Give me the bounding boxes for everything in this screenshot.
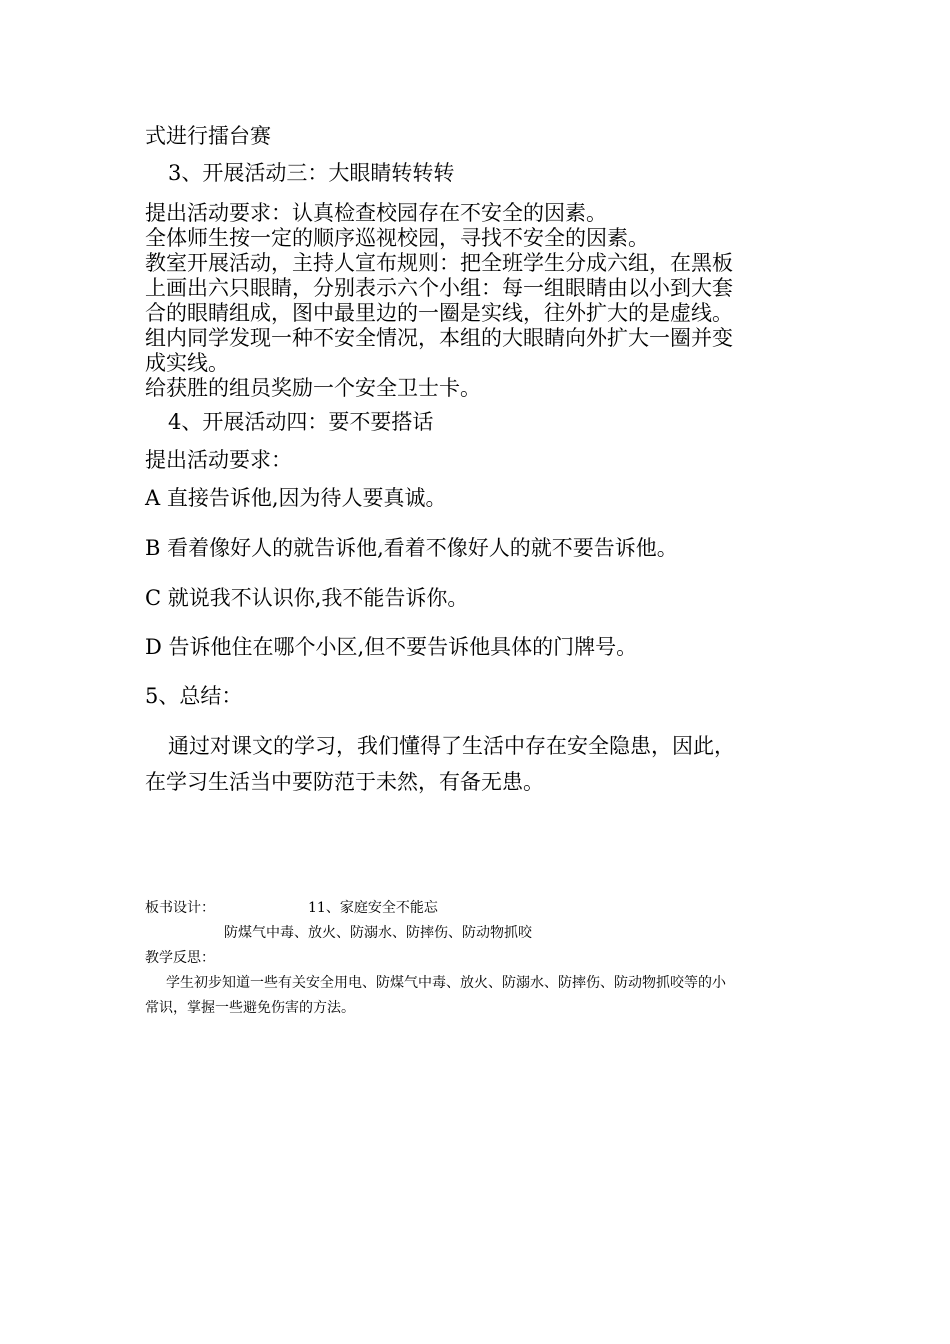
text-line: 给获胜的组员奖励一个安全卫士卡。 — [145, 376, 481, 400]
text-line: 成实线。 — [145, 351, 229, 375]
activity-3-heading: 3、开展活动三：大眼睛转转转 — [168, 161, 455, 185]
summary-line: 通过对课文的学习，我们懂得了生活中存在安全隐患，因此， — [168, 734, 735, 758]
text-line: 组内同学发现一种不安全情况，本组的大眼睛向外扩大一圈并变 — [145, 326, 733, 350]
activity-4-heading: 4、开展活动四：要不要搭话 — [168, 410, 434, 434]
option-d: D 告诉他住在哪个小区,但不要告诉他具体的门牌号。 — [145, 635, 638, 659]
text-line: 全体师生按一定的顺序巡视校园，寻找不安全的因素。 — [145, 226, 649, 250]
board-design-title: 11、家庭安全不能忘 — [308, 900, 438, 916]
text-line: 教室开展活动，主持人宣布规则：把全班学生分成六组，在黑板 — [145, 251, 733, 275]
option-b: B 看着像好人的就告诉他,看着不像好人的就不要告诉他。 — [145, 536, 678, 560]
reflection-line: 常识，掌握一些避免伤害的方法。 — [145, 1000, 355, 1016]
summary-line: 在学习生活当中要防范于未然，有备无患。 — [145, 770, 544, 794]
text-line: 合的眼睛组成，图中最里边的一圈是实线，往外扩大的是虚线。 — [145, 301, 733, 325]
option-a: A 直接告诉他,因为待人要真诚。 — [145, 486, 447, 510]
summary-heading: 5、总结： — [145, 684, 243, 708]
text-line: 提出活动要求： — [145, 448, 292, 472]
reflection-line: 学生初步知道一些有关安全用电、防煤气中毒、放火、防溺水、防摔伤、防动物抓咬等的小 — [166, 975, 726, 991]
text-line: 上画出六只眼睛，分别表示六个小组：每一组眼睛由以小到大套 — [145, 276, 733, 300]
text-line: 提出活动要求：认真检查校园存在不安全的因素。 — [145, 201, 607, 225]
option-c: C 就说我不认识你,我不能告诉你。 — [145, 586, 469, 610]
text-line: 式进行擂台赛 — [145, 124, 271, 148]
reflection-label: 教学反思： — [145, 950, 215, 966]
board-design-label: 板书设计： — [145, 900, 215, 916]
board-design-items: 防煤气中毒、放火、防溺水、防摔伤、防动物抓咬 — [224, 925, 532, 941]
